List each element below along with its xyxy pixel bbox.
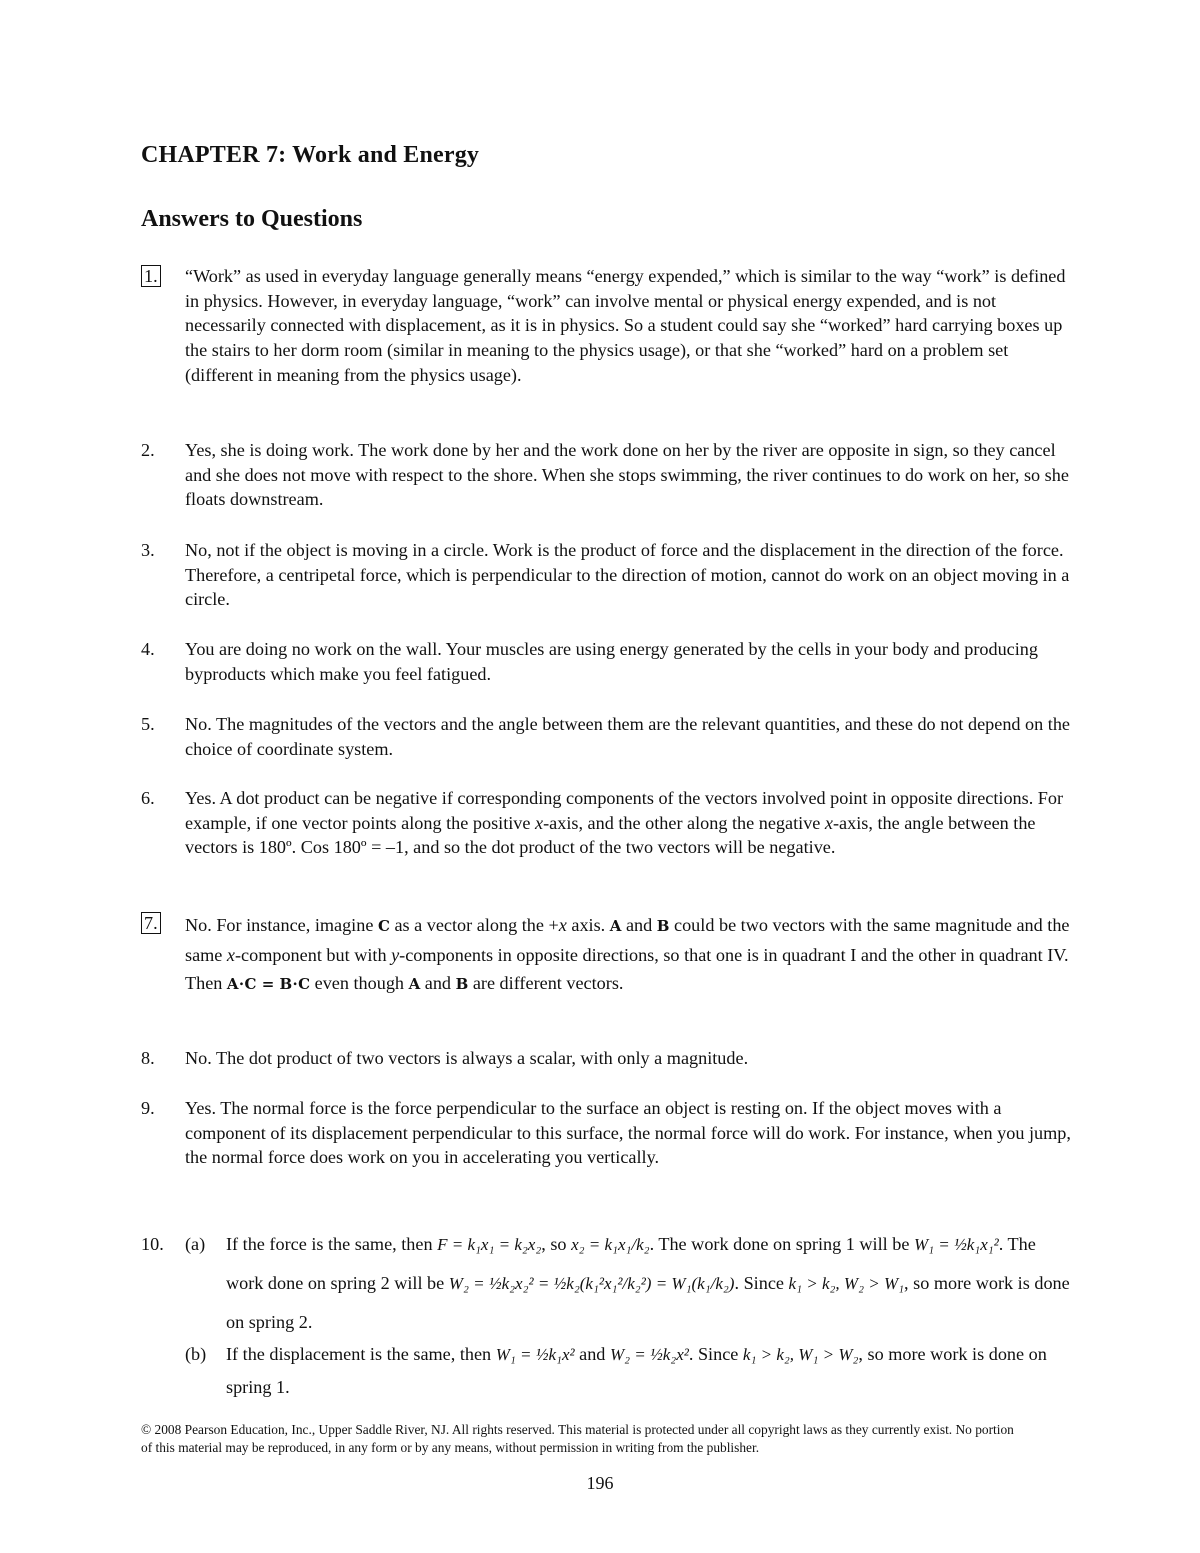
- question-number: 9.: [141, 1098, 155, 1118]
- copyright-notice: © 2008 Pearson Education, Inc., Upper Saddle River, NJ. All rights reserved. This material is protected under all copyright laws as they currently exist. No portion of this material may be reproduced, in any form or by any means, without permission in writing from the publisher.: [141, 1422, 1014, 1455]
- page-number: 196: [586, 1473, 614, 1493]
- question-number: 8.: [141, 1048, 155, 1068]
- part-a: (a) If the force is the same, then F = k₁x₁ = k₂x₂, so x₂ = k₁x₁/k₂. The work done on spring 1 will be W₁ = ½k₁x₁². The work done on spring 2 will be W₂ = ½k₂x₂² = ½k₂(k₁²x₁²/k₂²) = W₁(k₁/k₂). Since k₁ > k₂, W₂ > W₁, so more work is done on spring 2.: [185, 1225, 1071, 1342]
- question-5: [141, 712, 1071, 761]
- vector-b-symbol: B: [656, 917, 670, 935]
- question-number: 4.: [141, 639, 155, 659]
- question-8: [141, 1046, 1071, 1071]
- question-number: 3.: [141, 540, 155, 560]
- question-number: 6.: [141, 788, 155, 808]
- question-number: 1.: [141, 265, 161, 287]
- question-number: 7.: [141, 912, 161, 934]
- question-2: [141, 438, 1071, 512]
- answer-text: You are doing no work on the wall. Your muscles are using energy generated by the cells in your body and producing byproducts which make you feel fatigued.: [185, 639, 1038, 684]
- part-b: (b) If the displacement is the same, then W₁ = ½k₁x² and W₂ = ½k₂x². Since k₁ > k₂, W₁ > W₂, so more work is done on spring 1.: [185, 1338, 1071, 1403]
- part-a-text: If the force is the same, then F = k₁x₁ = k₂x₂, so x₂ = k₁x₁/k₂. The work done on spring 1 will be W₁ = ½k₁x₁². The work done on spring 2 will be W₂ = ½k₂x₂² = ½k₂(k₁²x₁²/k₂²) = W₁(k₁/k₂). Since k₁ > k₂, W₂ > W₁, so more work is done on spring 2.: [226, 1234, 1070, 1332]
- question-4: [141, 637, 1071, 686]
- question-6: [141, 786, 1071, 860]
- part-b-text: If the displacement is the same, then W₁ = ½k₁x² and W₂ = ½k₂x². Since k₁ > k₂, W₁ > W₂, so more work is done on spring 1.: [226, 1344, 1047, 1397]
- chapter-title: CHAPTER 7: Work and Energy: [141, 142, 480, 168]
- answer-text: No. The magnitudes of the vectors and the angle between them are the relevant quantities, and these do not depend on the choice of coordinate system.: [185, 714, 1071, 759]
- vector-a-symbol: A: [609, 917, 622, 935]
- question-9: [141, 1096, 1071, 1170]
- question-number: 2.: [141, 440, 155, 460]
- answer-text: No. For instance, imagine C as a vector along the +x axis. A and B could be two vectors with the same magnitude and the same x-component but with y-components in opposite directions, so that one is in quadrant I and the other in quadrant IV. Then A⋅C = B⋅C even though A and B are different vectors.: [185, 915, 1070, 993]
- question-number: 10.: [141, 1234, 164, 1254]
- question-number: 5.: [141, 714, 155, 734]
- answer-text: Yes, she is doing work. The work done by her and the work done on her by the river are opposite in sign, so they cancel and she does not move with respect to the shore. When she stops swimming, the river continues to do work on her, so she floats downstream.: [185, 440, 1069, 510]
- question-1: [141, 264, 1071, 388]
- vector-c-symbol: C: [377, 917, 390, 935]
- answer-text: “Work” as used in everyday language generally means “energy expended,” which is similar to the way “work” is defined in physics. However, in everyday language, “work” can involve mental or physical energy expended, and is not necessarily connected with displacement, as it is in physics. So a student could say she “worked” hard carrying boxes up the stairs to her dorm room (similar in meaning to the physics usage), or that she “worked” hard on a problem set (different in meaning from the physics usage).: [185, 266, 1066, 385]
- answer-text: Yes. The normal force is the force perpendicular to the surface an object is resting on. If the object moves with a component of its displacement perpendicular to this surface, the normal force will do work. For instance, when you jump, the normal force does work on you in accelerating you vertically.: [185, 1098, 1071, 1168]
- answer-text: No. The dot product of two vectors is always a scalar, with only a magnitude.: [185, 1048, 749, 1068]
- dot-product-equation: A⋅C = B⋅C: [226, 975, 311, 993]
- answer-text: No, not if the object is moving in a circle. Work is the product of force and the displacement in the direction of the force. Therefore, a centripetal force, which is perpendicular to the direction of motion, cannot do work on an object moving in a circle.: [185, 540, 1070, 610]
- section-title: Answers to Questions: [141, 206, 363, 232]
- question-10: [141, 1225, 1071, 1403]
- answer-text: Yes. A dot product can be negative if corresponding components of the vectors involved point in opposite directions. For example, if one vector points along the positive x-axis, and the other along the negative x-axis, the angle between the vectors is 180º. Cos 180º = –1, and so the dot product of the two vectors will be negative.: [185, 788, 1064, 858]
- question-7: [141, 911, 1071, 999]
- question-3: [141, 538, 1071, 612]
